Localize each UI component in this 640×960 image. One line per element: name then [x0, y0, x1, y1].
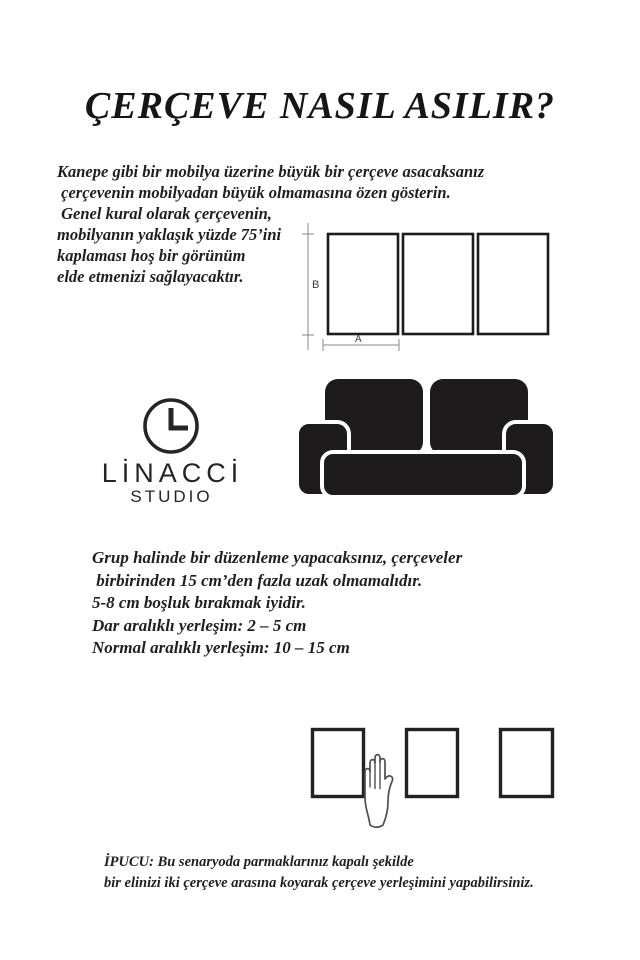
- diagram-frame-1: [328, 234, 398, 334]
- intro-line: çerçevenin mobilyadan büyük olmamasına özen gösterin.: [57, 183, 451, 202]
- height-dimension-label: B: [312, 279, 320, 291]
- small-frame-1: [313, 730, 364, 797]
- small-frame-2: [407, 730, 458, 797]
- tip-paragraph: [104, 852, 534, 894]
- intro-line: kaplaması hoş bir görünüm: [57, 246, 246, 265]
- tip-line: İPUCU: Bu senaryoda parmaklarınız kapalı şekilde: [104, 854, 414, 870]
- hand-icon: [365, 755, 393, 828]
- intro-line: mobilyanın yaklaşık yüzde 75’ini: [57, 225, 282, 244]
- clock-logo-icon: [95, 393, 245, 455]
- spacing-line: Dar aralıklı yerleşim: 2 – 5 cm: [92, 615, 307, 635]
- hand-spacing-illustration: [303, 722, 559, 828]
- page-title: ÇERÇEVE NASIL ASILIR?: [84, 85, 556, 127]
- spacing-line: 5-8 cm boşluk bırakmak iyidir.: [92, 593, 306, 612]
- brand-name: LİNACCİ: [101, 458, 244, 488]
- width-dimension-label: A: [355, 334, 362, 345]
- spacing-line: Grup halinde bir düzenleme yapacaksınız, çerçeveler: [92, 548, 463, 567]
- frames-diagram-illustration: [293, 215, 558, 355]
- brand-subtitle: STUDIO: [130, 487, 213, 506]
- small-frame-3: [501, 730, 553, 797]
- tip-line: bir elinizi iki çerçeve arasına koyarak çerçeve yerleşimini yapabilirsiniz.: [104, 875, 534, 891]
- sofa-icon: [292, 376, 558, 501]
- diagram-frame-2: [403, 234, 473, 334]
- spacing-paragraph: [92, 547, 462, 660]
- intro-line: Genel kural olarak çerçevenin,: [57, 204, 272, 223]
- spacing-line: Normal aralıklı yerleşim: 10 – 15 cm: [92, 638, 350, 657]
- brand-logo: [95, 393, 245, 507]
- frame-dimension-diagram: [293, 215, 558, 355]
- intro-line: elde etmenizi sağlayacaktır.: [57, 267, 244, 286]
- diagram-frame-3: [478, 234, 548, 334]
- spacing-line: birbirinden 15 cm’den fazla uzak olmamalıdır.: [92, 570, 423, 590]
- sofa-illustration-wrap: [292, 376, 558, 501]
- frames-and-hand-icon: [303, 722, 559, 828]
- intro-line: Kanepe gibi bir mobilya üzerine büyük bir çerçeve asacaksanız: [57, 162, 485, 181]
